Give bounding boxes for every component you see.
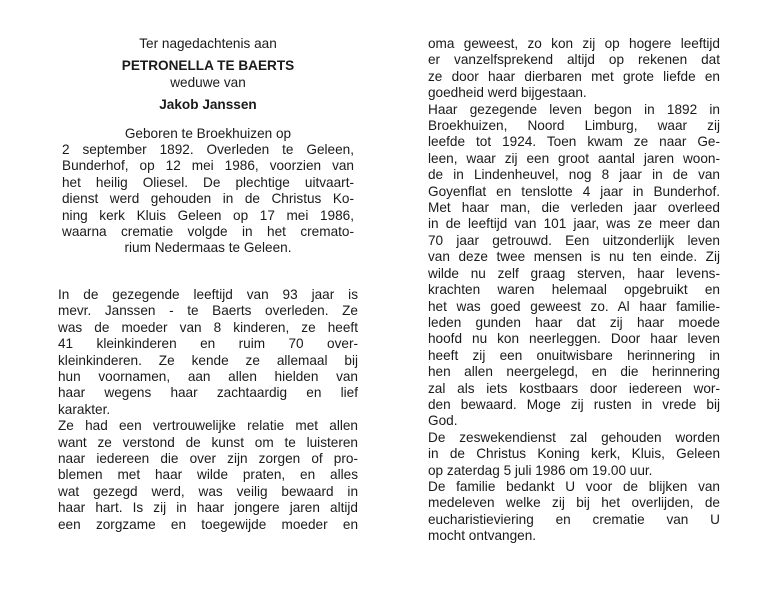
- bio-line: ning kerk Kluis Geleen op 17 mei 1986,: [62, 207, 354, 223]
- text-line: het was goed geweest zo. Al haar familie-: [428, 298, 720, 314]
- bio-line: dienst werd gehouden in de Christus Ko-: [62, 191, 354, 207]
- text-line: oma geweest, zo kon zij op hogere leeftijd: [428, 36, 720, 51]
- text-line: hoofd nu kon neerleggen. Door haar leven: [428, 331, 720, 347]
- text-line: zal als iets kostbaars door iedereen wor-: [428, 380, 720, 396]
- text-line: mevr. Janssen - te Baerts overleden. Ze: [58, 303, 358, 319]
- text-line: ze door haar dierbaren met grote liefde en: [428, 68, 720, 84]
- text-line: haar wegens haar zachtaardig en lief: [58, 385, 358, 401]
- text-line: karakter.: [58, 401, 111, 417]
- text-line: was de moeder van 8 kinderen, ze heeft: [58, 319, 358, 335]
- paragraph: [428, 430, 720, 479]
- text-line: hun voornamen, aan allen hielden van: [58, 368, 358, 384]
- right-column: [428, 36, 720, 545]
- text-line: want ze verstond de kunst om te luisteren: [58, 434, 358, 450]
- paragraph: [428, 479, 720, 545]
- text-line: de in Lindenheuvel, nog 8 jaar in de van: [428, 167, 720, 183]
- bio-line: waarna crematie volgde in het cremato-: [62, 224, 354, 240]
- text-line: In de gezegende leeftijd van 93 jaar is: [58, 286, 358, 302]
- husband-name: Jakob Janssen: [159, 97, 257, 113]
- text-line: er vanzelfsprekend altijd op rekenen dat: [428, 52, 720, 68]
- bio-line: het heilig Oliesel. De plechtige uitvaart-: [62, 174, 354, 190]
- text-line: hen allen neergelegd, en die herinnering: [428, 364, 720, 380]
- biography-block: [58, 126, 358, 257]
- text-line: leden gunden haar dat zij haar moede: [428, 314, 720, 330]
- text-line: in de leeftijd van 101 jaar, was ze meer dan: [428, 216, 720, 232]
- text-line: Met haar man, die verleden jaar overleed: [428, 200, 720, 216]
- text-line: De zeswekendienst zal gehouden worden: [428, 429, 720, 445]
- deceased-name: PETRONELLA TE BAERTS: [121, 58, 295, 74]
- bio-line: Geboren te Broekhuizen op: [124, 125, 292, 141]
- text-line: krachten waren helemaal opgebruikt en: [428, 282, 720, 298]
- text-line: De familie bedankt U voor de blijken van: [428, 478, 720, 494]
- paragraph: [58, 418, 358, 533]
- bio-line: Bunderhof, op 12 mei 1986, voorzien van: [62, 158, 354, 174]
- paragraph: [58, 287, 358, 418]
- text-line: een zorgzame en toegewijde moeder en: [58, 516, 358, 532]
- widow-of-label: weduwe van: [170, 74, 246, 90]
- text-line: blemen met haar wilde praten, en alles: [58, 467, 358, 483]
- text-line: in de Christus Koning kerk, Kluis, Geleen: [428, 446, 720, 462]
- bio-line: rium Nedermaas te Geleen.: [124, 240, 292, 256]
- text-line: van deze twee mensen is nu ten einde. Zij: [428, 249, 720, 265]
- text-line: Goyenflat en tenslotte 4 jaar in Bunderhof.: [428, 183, 720, 199]
- text-line: medeleven welke zij bij het overlijden, de: [428, 495, 720, 511]
- text-line: wilde nu zelf graag sterven, haar levens-: [428, 265, 720, 281]
- text-line: naar iedereen die over zijn zorgen of pro-: [58, 450, 358, 466]
- text-line: heeft zij een onuitwisbare herinnering in: [428, 347, 720, 363]
- text-line: wat gezegd werd, was veilig bewaard in: [58, 483, 358, 499]
- paragraph: [428, 102, 720, 430]
- paragraph: [428, 36, 720, 102]
- text-line: op zaterdag 5 juli 1986 om 19.00 uur.: [428, 462, 653, 478]
- text-line: mocht ontvangen.: [428, 528, 537, 544]
- text-line: eucharistieviering en crematie van U: [428, 511, 720, 527]
- text-line: 70 jaar getrouwd. Een uitzonderlijk leven: [428, 232, 720, 248]
- text-line: leen, waar zij een groot aantal jaren woon-: [428, 150, 720, 166]
- left-column: [58, 36, 358, 533]
- memorial-heading: Ter nagedachtenis aan: [139, 36, 277, 51]
- text-line: leefde tot 1924. Toen kwam ze naar Ge-: [428, 134, 720, 150]
- bio-line: 2 september 1892. Overleden te Geleen,: [62, 142, 354, 158]
- text-line: Haar gezegende leven begon in 1892 in: [428, 101, 720, 117]
- text-line: haar hart. Is zij in haar jongere jaren altijd: [58, 500, 358, 516]
- text-line: God.: [428, 413, 458, 429]
- text-line: kleinkinderen. Ze kende ze allemaal bij: [58, 352, 358, 368]
- text-line: goedheid werd bijgestaan.: [428, 85, 587, 101]
- text-line: 41 kleinkinderen en ruim 70 over-: [58, 336, 358, 352]
- text-line: Ze had een vertrouwelijke relatie met allen: [58, 418, 358, 434]
- text-line: den bewaard. Moge zij rusten in vrede bij: [428, 396, 720, 412]
- text-line: Broekhuizen, Noord Limburg, waar zij: [428, 118, 720, 134]
